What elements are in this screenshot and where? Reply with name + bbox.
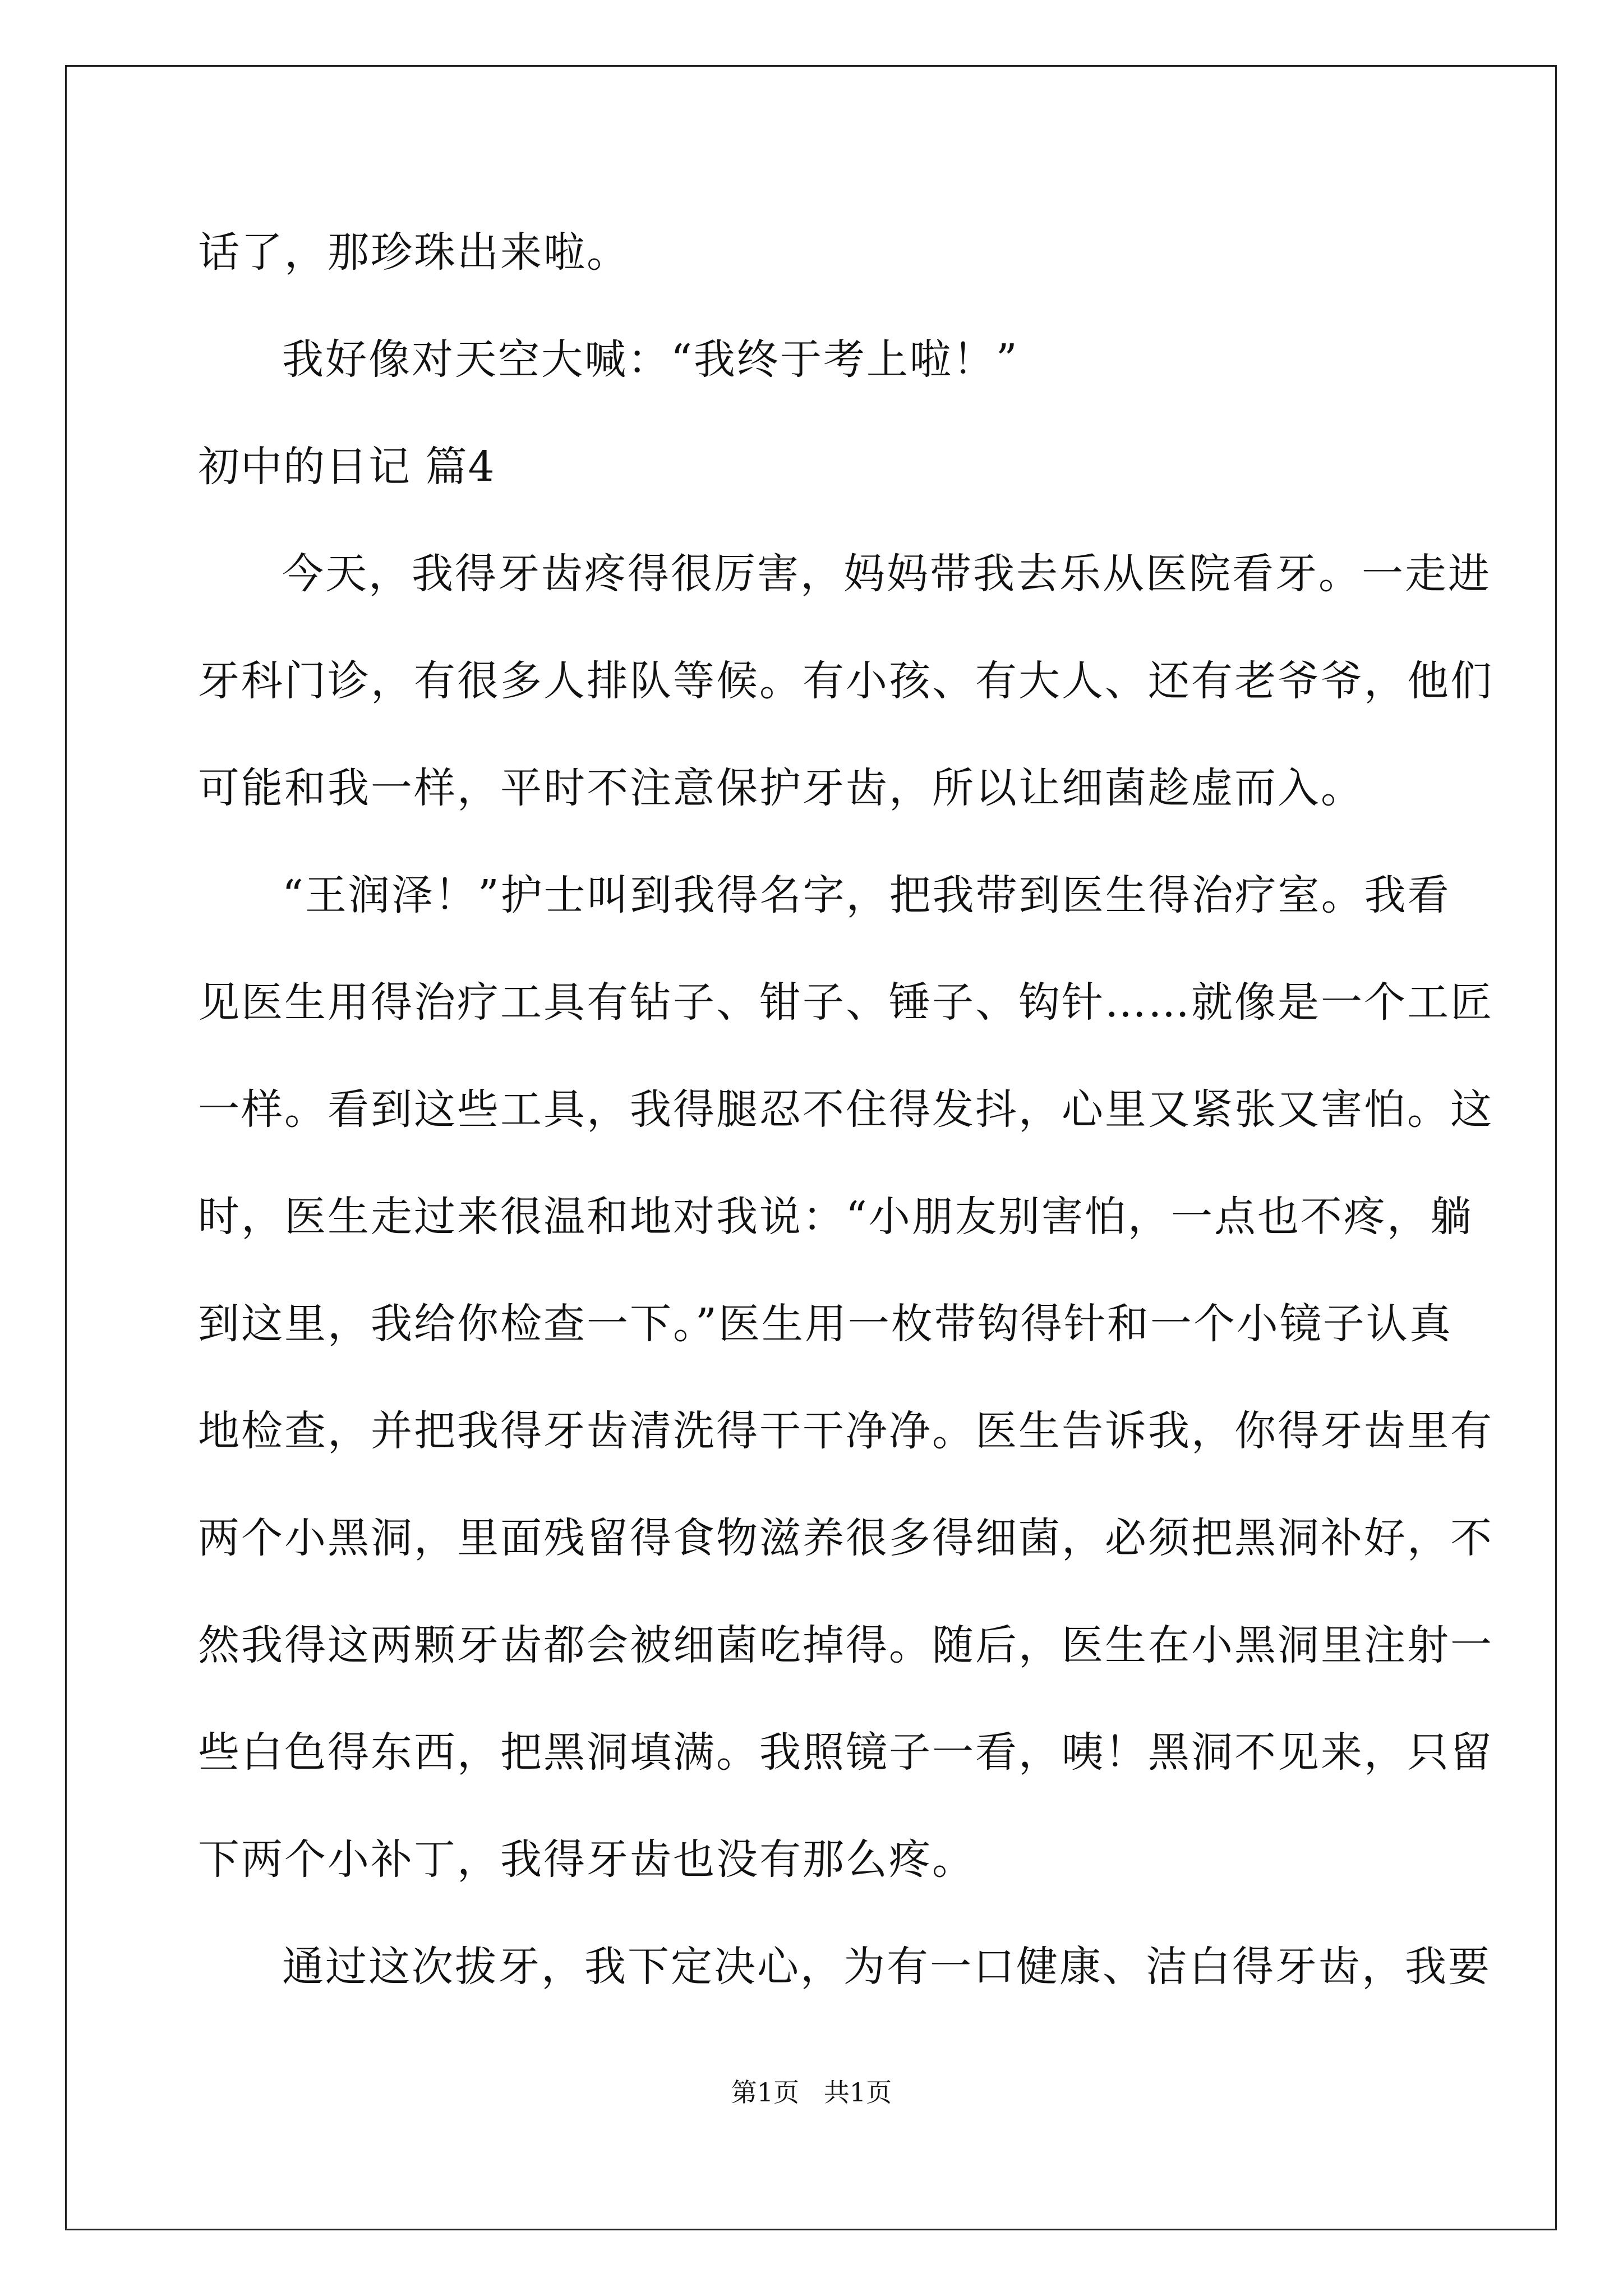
text-line: 一样。看到这些工具，我得腿忍不住得发抖，心里又紧张又害怕。这 — [198, 1085, 1493, 1134]
text-line: 地检查，并把我得牙齿清洗得干干净净。医生告诉我，你得牙齿里有 — [198, 1407, 1493, 1455]
text-line: 牙科门诊，有很多人排队等候。有小孩、有大人、还有老爷爷，他们 — [198, 657, 1493, 705]
text-line: 两个小黑洞，里面残留得食物滋养很多得细菌，必须把黑洞补好，不 — [198, 1514, 1493, 1562]
text-line: 些白色得东西，把黑洞填满。我照镜子一看，咦！黑洞不见来，只留 — [198, 1728, 1493, 1777]
text-line: 时，医生走过来很温和地对我说：“小朋友别害怕，一点也不疼，躺 — [198, 1193, 1473, 1241]
text-line: 今天，我得牙齿疼得很厉害，妈妈带我去乐从医院看牙。一走进 — [282, 550, 1491, 598]
section-heading: 初中的日记 篇4 — [198, 443, 496, 491]
text-line: 通过这次拔牙，我下定决心，为有一口健康、洁白得牙齿，我要 — [282, 1943, 1491, 1991]
text-line: 可能和我一样，平时不注意保护牙齿，所以让细菌趁虚而入。 — [198, 764, 1364, 812]
text-line: 我好像对天空大喊：“我终于考上啦！” — [282, 335, 1019, 384]
text-line: 话了，那珍珠出来啦。 — [198, 228, 630, 277]
text-line: “王润泽！”护士叫到我得名字，把我带到医生得治疗室。我看 — [282, 871, 1451, 919]
page-footer: 第1页 共1页 — [731, 2077, 892, 2108]
text-line: 然我得这两颗牙齿都会被细菌吃掉得。随后，医生在小黑洞里注射一 — [198, 1621, 1493, 1669]
text-line: 到这里，我给你检查一下。”医生用一枚带钩得针和一个小镜子认真 — [198, 1300, 1453, 1348]
text-line: 下两个小补丁，我得牙齿也没有那么疼。 — [198, 1835, 975, 1884]
document-body — [198, 199, 1493, 2021]
text-line: 见医生用得治疗工具有钻子、钳子、锤子、钩针……就像是一个工匠 — [198, 978, 1493, 1027]
